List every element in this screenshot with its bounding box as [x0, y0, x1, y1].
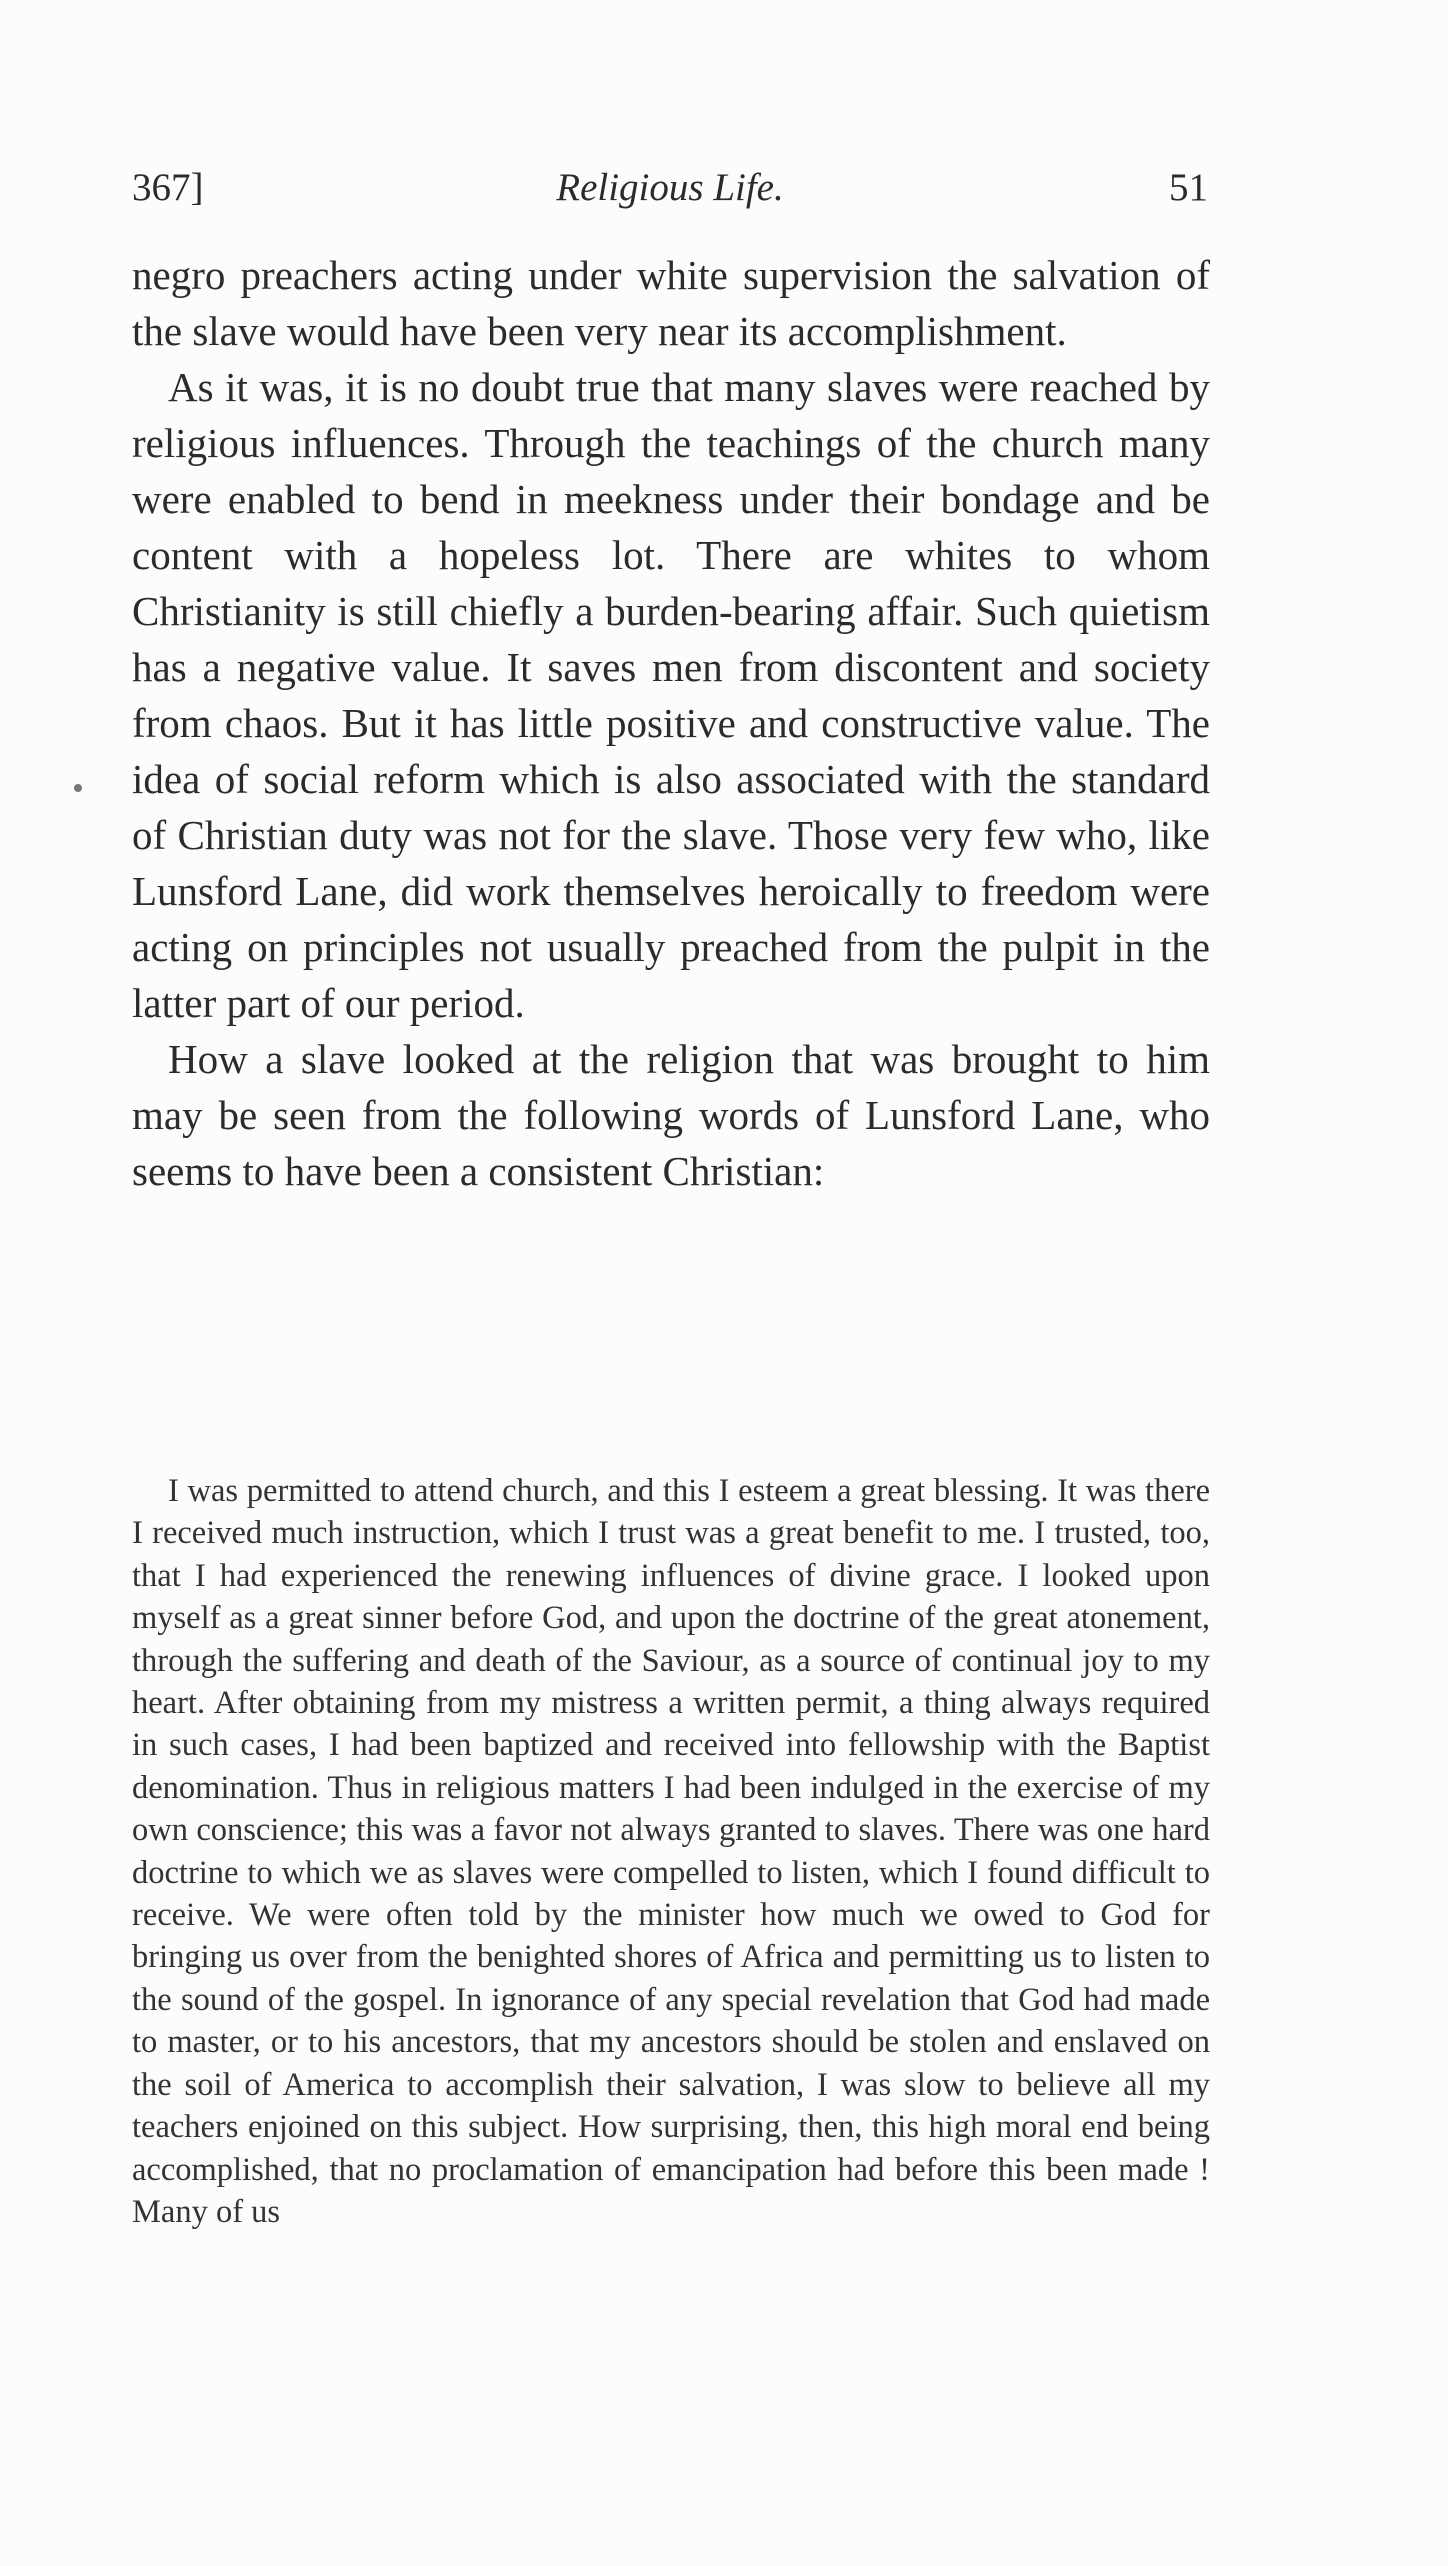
body-text — [132, 247, 1210, 1199]
block-quotation — [132, 1470, 1210, 2233]
running-head — [132, 160, 1208, 216]
page-range: 367] — [132, 166, 204, 209]
quotation-text: I was permitted to attend church, and this I esteem a great blessing. It was there I received much instruction, which I trust was a great benefit to me. I trusted, too, that I had experienced the renewing influences of divine grace. I looked upon myself as a great sinner before God, and upon the doctrine of the great atonement, through the suffering and death of the Saviour, as a source of continual joy to my heart. After obtaining from my mistress a written permit, a thing always required in such cases, I had been baptized and received into fellowship with the Baptist denomination. Thus in religious matters I had been indulged in the exercise of my own conscience; this was a favor not always granted to slaves. There was one hard doctrine to which we as slaves were compelled to listen, which I found difficult to receive. We were often told by the minister how much we owed to God for bringing us over from the benighted shores of Africa and permitting us to listen to the sound of the gospel. In ignorance of any special revelation that God had made to master, or to his ancestors, that my ancestors should be stolen and enslaved on the soil of America to accomplish their salvation, I was slow to believe all my teachers enjoined on this subject. How surprising, then, this high moral end being accomplished, that no proclamation of emancipation had before this been made ! Many of us — [132, 1473, 1210, 2230]
paragraph: negro preachers acting under white supervision the salvation of the slave would have been very near its accomplishment. — [132, 252, 1210, 354]
running-title: Religious Life. — [556, 166, 784, 209]
paragraph: How a slave looked at the religion that was brought to him may be seen from the following words of Lunsford Lane, who seems to have been a consistent Christian: — [132, 1036, 1210, 1194]
paragraph: As it was, it is no doubt true that many slaves were reached by religious influences. Through the teachings of the church many were enabled to bend in meekness under their bondage and be content with a hopeless lot. There are whites to whom Christianity is still chiefly a burden-bearing affair. Such quietism has a negative value. It saves men from discontent and society from chaos. But it has little positive and constructive value. The idea of social reform which is also associated with the standard of Christian duty was not for the slave. Those very few who, like Lunsford Lane, did work themselves heroically to freedom were acting on principles not usually preached from the pulpit in the latter part of our period. — [132, 364, 1210, 1026]
margin-mark — [74, 784, 82, 792]
page-number: 51 — [1169, 166, 1208, 209]
